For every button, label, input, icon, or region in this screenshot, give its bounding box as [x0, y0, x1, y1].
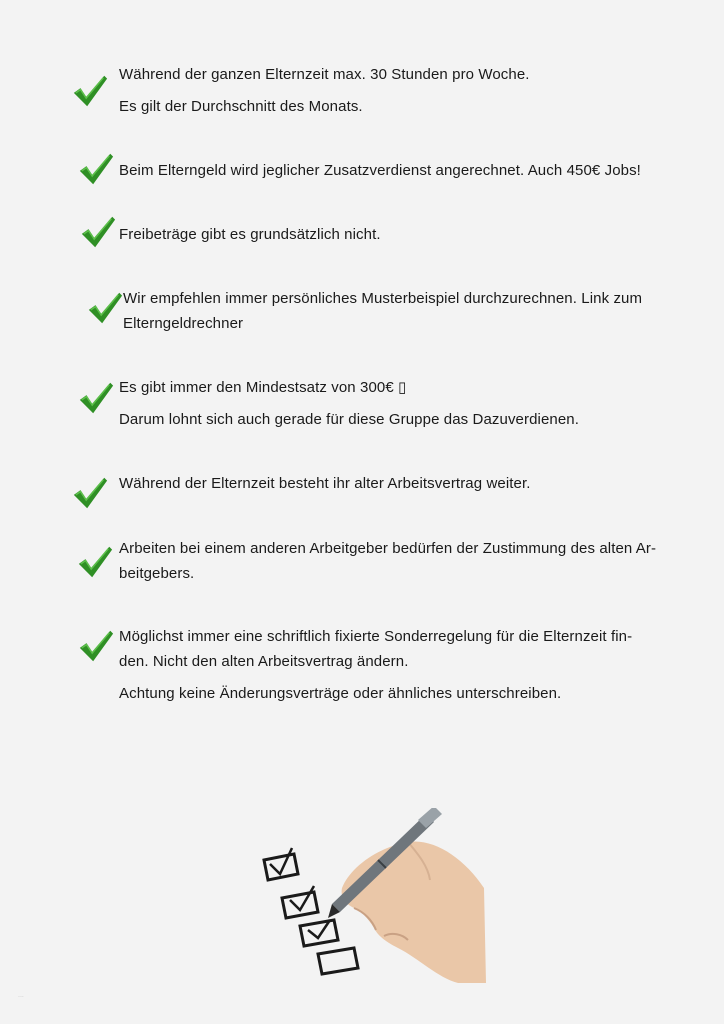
checklist-item	[119, 536, 719, 586]
checklist-item	[123, 286, 723, 336]
item-text: Elterngeldrechner	[123, 315, 244, 332]
watermark: ...	[18, 992, 24, 999]
item-text: Darum lohnt sich auch gerade für diese Gruppe das Dazuverdienen.	[119, 411, 579, 428]
checklist-item	[119, 158, 719, 183]
checkmark-icon	[77, 379, 115, 417]
item-text: Arbeiten bei einem anderen Arbeitgeber bedürfen der Zustimmung des alten Ar-	[119, 540, 657, 557]
item-text: den. Nicht den alten Arbeitsvertrag ändern.	[119, 653, 409, 670]
checkbox-icon	[282, 886, 318, 918]
checkbox-icon	[300, 920, 338, 946]
checkmark-icon	[76, 543, 114, 581]
item-text: Achtung keine Änderungsverträge oder ähnliches unterschreiben.	[119, 685, 562, 702]
item-text: Es gilt der Durchschnitt des Monats.	[119, 98, 363, 115]
hand-writing-checklist-illustration	[258, 808, 490, 983]
item-text: Beim Elterngeld wird jeglicher Zusatzverdienst angerechnet. Auch 450€ Jobs!	[119, 162, 641, 179]
hand-icon	[342, 841, 486, 983]
checkmark-icon	[86, 289, 124, 327]
checklist-item	[119, 62, 719, 119]
checkmark-icon	[79, 213, 117, 251]
checkmark-icon	[71, 72, 109, 110]
checkbox-icon	[264, 848, 298, 880]
checklist-item	[119, 471, 719, 496]
checkbox-icon	[318, 948, 358, 974]
item-text: Wir empfehlen immer persönliches Musterbeispiel durchzurechnen. Link zum	[123, 290, 643, 307]
checkmark-icon	[77, 627, 115, 665]
item-text: beitgebers.	[119, 565, 195, 582]
checklist-item	[119, 222, 719, 247]
checklist-item	[119, 375, 719, 432]
item-text: Möglichst immer eine schriftlich fixierte Sonderregelung für die Elternzeit fin-	[119, 628, 633, 645]
item-text: Freibeträge gibt es grundsätzlich nicht.	[119, 226, 381, 243]
item-text: Während der Elternzeit besteht ihr alter Arbeitsvertrag weiter.	[119, 475, 531, 492]
item-text: Es gibt immer den Mindestsatz von 300€ ▯	[119, 379, 407, 396]
checkmark-icon	[71, 474, 109, 512]
item-text: Während der ganzen Elternzeit max. 30 Stunden pro Woche.	[119, 66, 530, 83]
checkmark-icon	[77, 150, 115, 188]
checklist-item	[119, 624, 719, 706]
